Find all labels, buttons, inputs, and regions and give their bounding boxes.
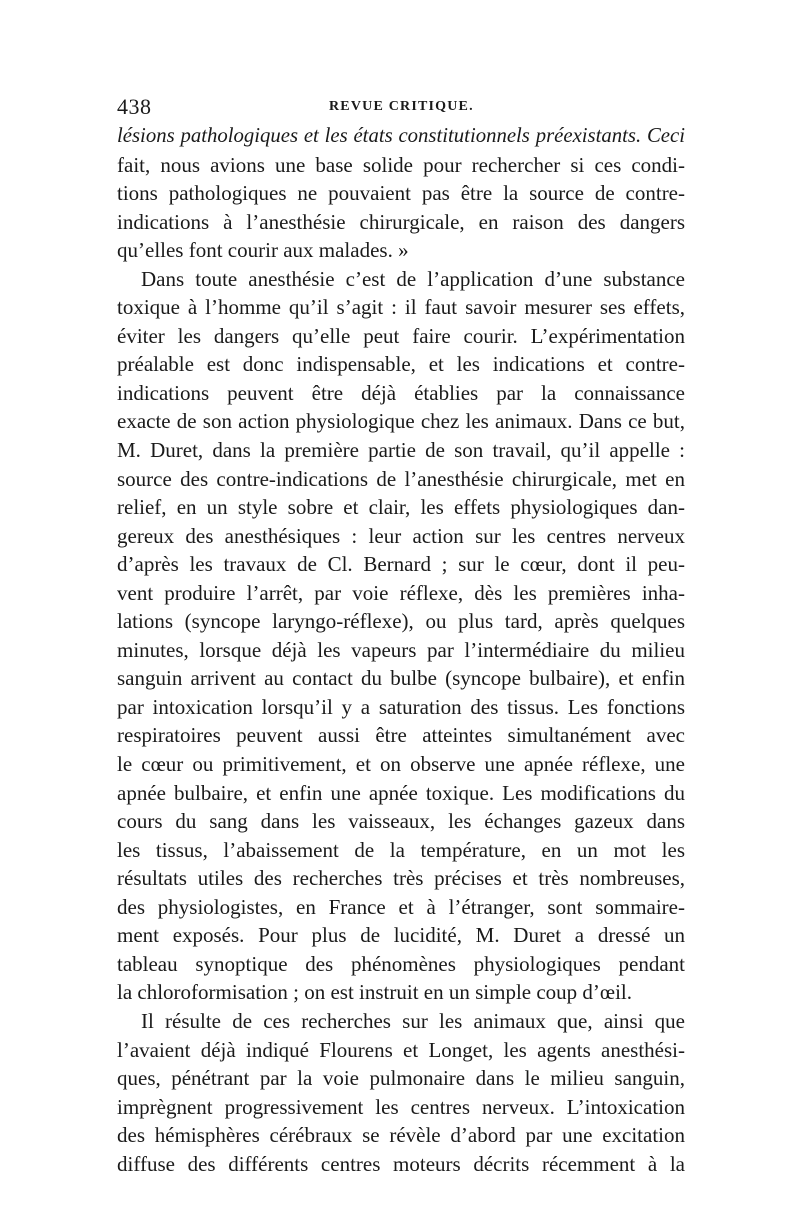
text-line: résultats utiles des recherches très précises et très nombreuses, — [117, 866, 685, 891]
text-line: exacte de son action physiologique chez les animaux. Dans ce but, — [117, 409, 685, 434]
text-line: relief, en un style sobre et clair, les effets physiologiques dan- — [117, 495, 685, 520]
text-line: gereux des anesthésiques : leur action sur les centres nerveux — [117, 523, 685, 548]
text-line: toxique à l’homme qu’il s’agit : il faut savoir mesurer ses effets, — [117, 295, 685, 320]
text-line: tableau synoptique des phénomènes physiologiques pendant — [117, 951, 685, 976]
text-line: l’avaient déjà indiqué Flourens et Longet, les agents anesthési- — [117, 1037, 685, 1062]
text-line: ques, pénétrant par la voie pulmonaire dans le milieu sanguin, — [117, 1066, 685, 1091]
text-line: sanguin arrivent au contact du bulbe (syncope bulbaire), et enfin — [117, 666, 685, 691]
text-line: des hémisphères cérébraux se révèle d’abord par une excitation — [117, 1123, 685, 1148]
text-line: des physiologistes, en France et à l’étranger, sont sommaire- — [117, 894, 685, 919]
running-head — [117, 94, 685, 124]
text-line: cours du sang dans les vaisseaux, les échanges gazeux dans — [117, 809, 685, 834]
text-line: préalable est donc indispensable, et les indications et contre- — [117, 352, 685, 377]
text-line: qu’elles font courir aux malades. » — [117, 238, 409, 263]
text-line: M. Duret, dans la première partie de son travail, qu’il appelle : — [117, 438, 685, 463]
text-line: éviter les dangers qu’elle peut faire courir. L’expérimentation — [117, 323, 685, 348]
text-line: le cœur ou primitivement, et on observe une apnée réflexe, une — [117, 752, 685, 777]
text-line: source des contre-indications de l’anesthésie chirurgicale, met en — [117, 466, 685, 491]
text-line: tions pathologiques ne pouvaient pas être la source de contre- — [117, 181, 685, 206]
text-line: respiratoires peuvent aussi être atteintes simultanément avec — [117, 723, 685, 748]
text-line: d’après les travaux de Cl. Bernard ; sur le cœur, dont il peu- — [117, 552, 685, 577]
body-text — [117, 122, 685, 1178]
text-line: indications peuvent être déjà établies par la connaissance — [117, 380, 685, 405]
text-line: minutes, lorsque déjà les vapeurs par l’intermédiaire du milieu — [117, 637, 685, 662]
text-line: lésions pathologiques et les états constitutionnels préexistants. Ceci — [117, 125, 685, 147]
text-line: imprègnent progressivement les centres nerveux. L’intoxication — [117, 1094, 685, 1119]
text-line: ment exposés. Pour plus de lucidité, M. Duret a dressé un — [117, 923, 685, 948]
text-line: la chloroformisation ; on est instruit en un simple coup d’œil. — [117, 980, 633, 1005]
page-number: 438 — [117, 94, 152, 119]
text-line: apnée bulbaire, et enfin une apnée toxique. Les modifications du — [117, 780, 685, 805]
text-line: vent produire l’arrêt, par voie réflexe, dès les premières inha- — [117, 580, 685, 605]
running-title: REVUE CRITIQUE. — [329, 99, 474, 114]
text-line: fait, nous avions une base solide pour rechercher si ces condi- — [117, 152, 685, 177]
text-line: par intoxication lorsqu’il y a saturation des tissus. Les fonctions — [117, 694, 685, 719]
text-line: les tissus, l’abaissement de la température, en un mot les — [117, 837, 685, 862]
text-line: indications à l’anesthésie chirurgicale, en raison des dangers — [117, 209, 685, 234]
text-line: diffuse des différents centres moteurs décrits récemment à la — [117, 1151, 685, 1176]
paragraph-start-line: Dans toute anesthésie c’est de l’application d’une substance — [141, 266, 685, 291]
text-line: lations (syncope laryngo-réflexe), ou plus tard, après quelques — [117, 609, 685, 634]
paragraph-start-line: Il résulte de ces recherches sur les animaux que, ainsi que — [141, 1008, 685, 1033]
